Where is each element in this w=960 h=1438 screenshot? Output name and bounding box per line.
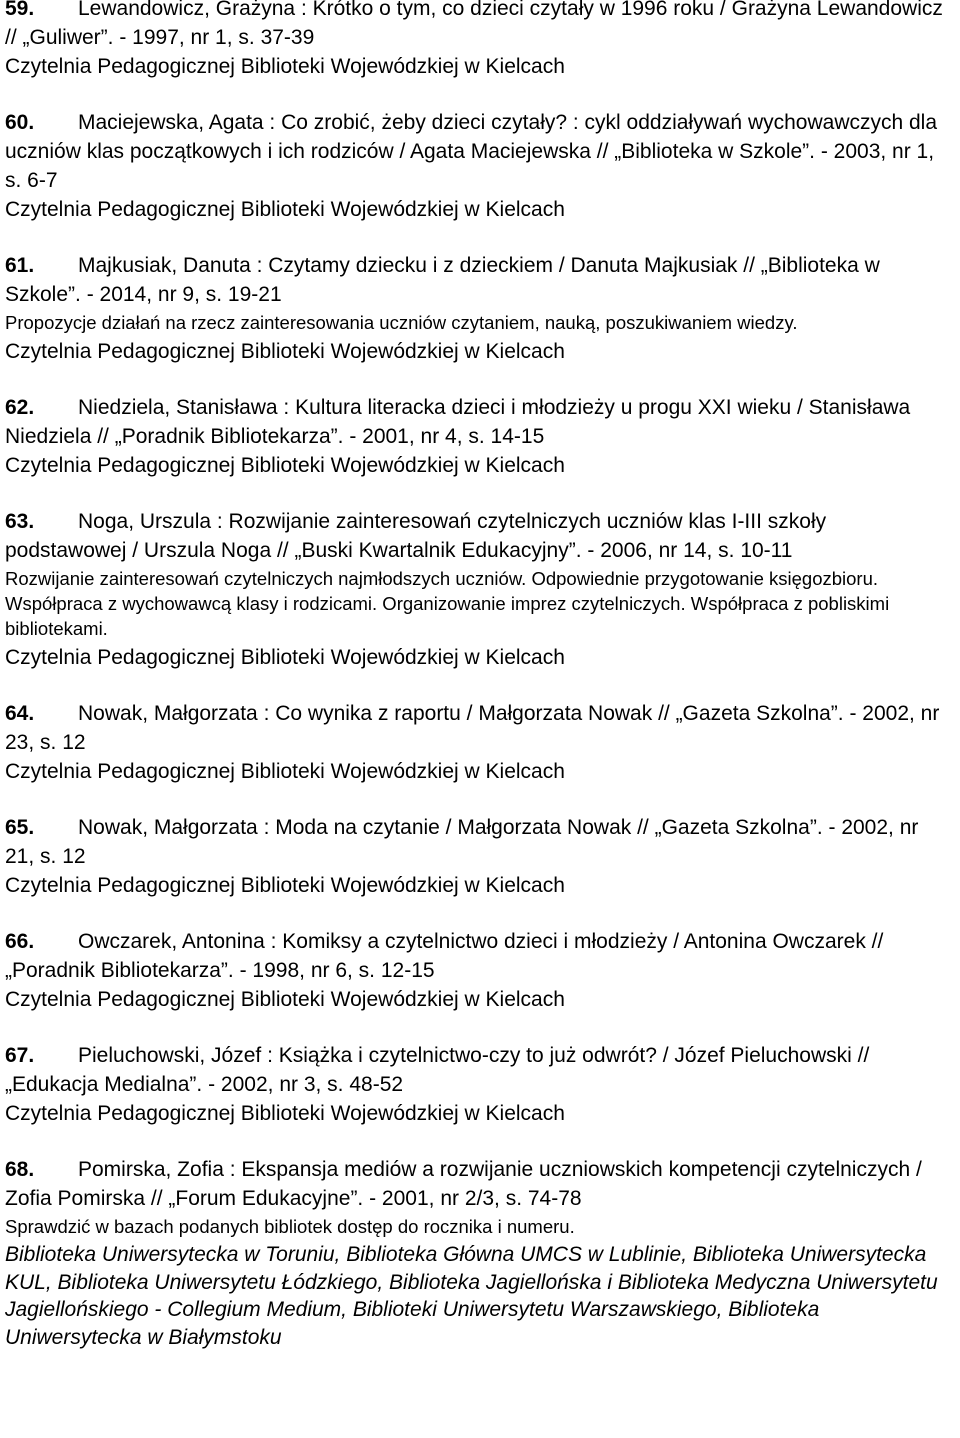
entry-number: 67. <box>5 1044 35 1067</box>
entry-citation <box>5 927 950 985</box>
entry-number: 62. <box>5 396 35 419</box>
entry-citation <box>5 1155 950 1213</box>
bibliography-entry <box>5 393 950 480</box>
entry-text: Noga, Urszula : Rozwijanie zainteresowań czytelniczych uczniów klas I-III szkoły podstawowej / Urszula Noga // „Buski Kwartalnik Edukacyjny”. - 2006, nr 14, s. 10-11 <box>5 510 827 562</box>
entry-number: 59. <box>5 0 35 20</box>
entry-citation <box>5 0 950 52</box>
entry-citation <box>5 108 950 195</box>
entry-location: Czytelnia Pedagogicznej Biblioteki Wojewódzkiej w Kielcach <box>5 340 565 363</box>
entry-number: 65. <box>5 816 35 839</box>
entry-location: Czytelnia Pedagogicznej Biblioteki Wojewódzkiej w Kielcach <box>5 646 565 669</box>
entry-location: Czytelnia Pedagogicznej Biblioteki Wojewódzkiej w Kielcach <box>5 988 565 1011</box>
entry-text: Pomirska, Zofia : Ekspansja mediów a rozwijanie uczniowskich kompetencji czytelniczych / Zofia Pomirska // „Forum Edukacyjne”. - 2001, nr 2/3, s. 74-78 <box>5 1158 922 1210</box>
entry-location: Czytelnia Pedagogicznej Biblioteki Wojewódzkiej w Kielcach <box>5 760 565 783</box>
entry-annotation: Rozwijanie zainteresowań czytelniczych najmłodszych uczniów. Odpowiednie przygotowanie księgozbioru. Współpraca z wychowawcą klasy i rodzicami. Organizowanie imprez czytelniczych. Współpraca z pobliskimi bibliotekami. <box>5 568 890 639</box>
entry-text: Lewandowicz, Grażyna : Krótko o tym, co dzieci czytały w 1996 roku / Grażyna Lewandowicz // „Guliwer”. - 1997, nr 1, s. 37-39 <box>5 0 943 49</box>
entry-number: 61. <box>5 254 35 277</box>
entry-location: Czytelnia Pedagogicznej Biblioteki Wojewódzkiej w Kielcach <box>5 874 565 897</box>
entry-text: Owczarek, Antonina : Komiksy a czytelnictwo dzieci i młodzieży / Antonina Owczarek // „Poradnik Bibliotekarza”. - 1998, nr 6, s. 12-15 <box>5 930 884 982</box>
entry-location: Czytelnia Pedagogicznej Biblioteki Wojewódzkiej w Kielcach <box>5 1102 565 1125</box>
entry-text: Majkusiak, Danuta : Czytamy dziecku i z dzieckiem / Danuta Majkusiak // „Biblioteka w Szkole”. - 2014, nr 9, s. 19-21 <box>5 254 880 306</box>
entry-annotation: Sprawdzić w bazach podanych bibliotek dostęp do rocznika i numeru. <box>5 1216 575 1237</box>
library-holdings: Biblioteka Uniwersytecka w Toruniu, Biblioteka Główna UMCS w Lublinie, Biblioteka Uniwersytecka KUL, Biblioteka Uniwersytetu Łódzkiego, Biblioteka Jagiellońska i Biblioteka Medyczna Uniwersytetu Jagiellońskiego - Collegium Medium, Biblioteki Uniwersytetu Warszawskiego, Biblioteka Uniwersytecka w Białymstoku <box>5 1243 938 1349</box>
entry-annotation: Propozycje działań na rzecz zainteresowania uczniów czytaniem, nauką, poszukiwaniem wiedzy. <box>5 312 798 333</box>
entry-number: 60. <box>5 111 35 134</box>
entry-text: Pieluchowski, Józef : Książka i czytelnictwo-czy to już odwrót? / Józef Pieluchowski // „Edukacja Medialna”. - 2002, nr 3, s. 48-52 <box>5 1044 870 1096</box>
entry-number: 66. <box>5 930 35 953</box>
bibliography-entry <box>5 927 950 1014</box>
entry-location: Czytelnia Pedagogicznej Biblioteki Wojewódzkiej w Kielcach <box>5 55 565 78</box>
bibliography-page <box>5 0 950 1378</box>
bibliography-entry <box>5 251 950 366</box>
entry-text: Nowak, Małgorzata : Co wynika z raportu / Małgorzata Nowak // „Gazeta Szkolna”. - 2002, nr 23, s. 12 <box>5 702 940 754</box>
entry-text: Niedziela, Stanisława : Kultura literacka dzieci i młodzieży u progu XXI wieku / Stanisława Niedziela // „Poradnik Bibliotekarza”. - 2001, nr 4, s. 14-15 <box>5 396 911 448</box>
entry-text: Nowak, Małgorzata : Moda na czytanie / Małgorzata Nowak // „Gazeta Szkolna”. - 2002, nr 21, s. 12 <box>5 816 919 868</box>
bibliography-entry <box>5 0 950 81</box>
bibliography-entry <box>5 108 950 224</box>
entry-citation <box>5 813 950 871</box>
entry-citation <box>5 393 950 451</box>
entry-number: 68. <box>5 1158 35 1181</box>
entry-number: 64. <box>5 702 35 725</box>
entry-citation <box>5 251 950 309</box>
entry-citation <box>5 1041 950 1099</box>
bibliography-entry <box>5 507 950 672</box>
entry-text: Maciejewska, Agata : Co zrobić, żeby dzieci czytały? : cykl oddziaływań wychowawczych dla uczniów klas początkowych i ich rodziców / Agata Maciejewska // „Biblioteka w Szkole”. - 2003, nr 1, s. 6-7 <box>5 111 938 192</box>
bibliography-entry <box>5 699 950 786</box>
entry-location: Czytelnia Pedagogicznej Biblioteki Wojewódzkiej w Kielcach <box>5 454 565 477</box>
entry-citation <box>5 507 950 565</box>
entry-citation <box>5 699 950 757</box>
entry-number: 63. <box>5 510 35 533</box>
bibliography-entry <box>5 813 950 900</box>
bibliography-entry <box>5 1155 950 1351</box>
entry-location: Czytelnia Pedagogicznej Biblioteki Wojewódzkiej w Kielcach <box>5 198 565 221</box>
bibliography-entry <box>5 1041 950 1128</box>
